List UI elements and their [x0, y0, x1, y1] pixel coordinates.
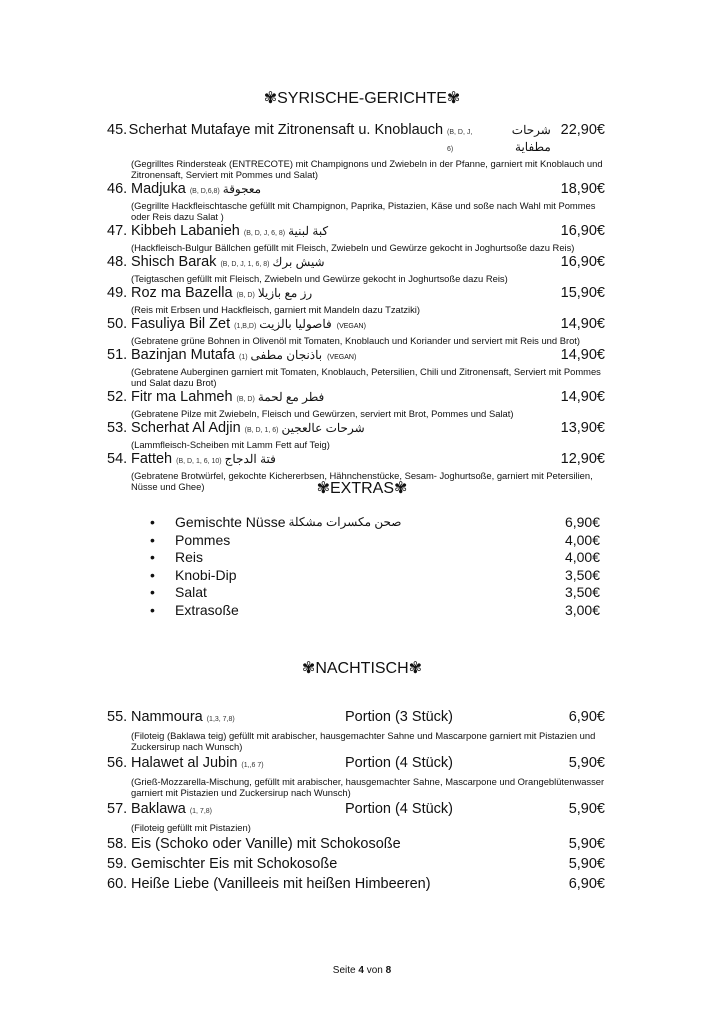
menu-item	[107, 181, 605, 222]
bullet-icon: •	[150, 566, 155, 583]
menu-item	[107, 799, 605, 833]
item-allergens: (B, D, J, 6)	[447, 129, 473, 153]
item-price: 13,90€	[560, 420, 605, 436]
extra-item	[150, 584, 600, 602]
item-number: 47.	[107, 223, 128, 239]
bullet-icon: •	[150, 531, 155, 548]
item-name: Scherhat Al Adjin	[131, 420, 241, 436]
menu-item	[107, 122, 605, 180]
menu-item	[107, 285, 605, 315]
item-allergens: (B, D,6,8)	[189, 188, 220, 195]
extra-item	[150, 514, 600, 532]
extra-price: 3,00€	[564, 601, 600, 618]
item-price: 14,90€	[560, 347, 605, 363]
extras-list	[150, 514, 600, 619]
extra-name: Knobi-Dip	[175, 566, 237, 583]
item-description: (Gegrillte Hackfleischtasche gefüllt mit Champignon, Paprika, Pistazien, Käse und soße nach Wahl mit Pommes oder Reis dazu Salat )	[131, 200, 596, 222]
extra-name: Pommes	[175, 531, 231, 548]
item-name: Shisch Barak	[131, 254, 217, 270]
menu-item	[107, 347, 605, 388]
bullet-icon: •	[150, 514, 155, 530]
item-price: 6,90€	[568, 709, 605, 725]
item-arabic-name: باذنجان مطفى	[250, 348, 323, 362]
item-price: 5,90€	[568, 836, 605, 852]
item-number: 60.	[107, 876, 128, 892]
menu-item	[107, 707, 605, 752]
item-number: 58.	[107, 836, 128, 852]
menu-item	[107, 854, 605, 874]
item-price: 14,90€	[560, 316, 605, 332]
item-allergens: (B, D)	[236, 396, 255, 403]
item-description: (Lammfleisch-Scheiben mit Lamm Fett auf Teig)	[131, 439, 330, 450]
item-name: Fasuliya Bil Zet	[131, 316, 231, 332]
item-arabic-name: فاصوليا بالزيت	[259, 317, 332, 331]
item-arabic-name: شرحات عالعجين	[281, 421, 365, 435]
item-arabic-name: رز مع بازيلا	[257, 286, 313, 300]
extra-name: Extrasoße	[175, 601, 239, 618]
extra-item	[150, 549, 600, 567]
item-allergens: (B, D)	[236, 292, 255, 299]
extra-price: 4,00€	[564, 549, 600, 565]
extra-price: 6,90€	[564, 514, 600, 530]
item-price: 6,90€	[568, 876, 605, 892]
item-number: 50.	[107, 316, 128, 332]
item-number: 56.	[107, 755, 128, 771]
item-number: 48.	[107, 254, 128, 270]
item-description: (Gebratene grüne Bohnen in Olivenöl mit Tomaten, Knoblauch und Koriander und serviert mit Reis und Brot)	[131, 335, 581, 346]
item-arabic-name: شرحات مطفاية	[511, 123, 551, 154]
item-name: Baklawa	[131, 801, 186, 817]
item-price: 14,90€	[560, 389, 605, 405]
item-number: 59.	[107, 856, 128, 872]
item-name: Eis (Schoko oder Vanille) mit Schokosoße	[131, 836, 401, 852]
item-allergens: (B, D, 1, 6, 10)	[176, 458, 222, 465]
item-description: (Hackfleisch-Bulgur Bällchen gefüllt mit Fleisch, Zwiebeln und Gewürze gekocht in Joghurtsoße dazu Reis)	[131, 242, 575, 253]
menu-item	[107, 420, 605, 450]
item-name: Roz ma Bazella	[131, 285, 233, 301]
item-name: Heiße Liebe (Vanilleeis mit heißen Himbeeren)	[131, 876, 431, 892]
menu-item	[107, 389, 605, 419]
menu-item	[107, 834, 605, 854]
item-name: Fatteh	[131, 451, 173, 467]
item-arabic-name: فتة الدجاج	[224, 452, 276, 466]
item-number: 51.	[107, 347, 128, 363]
item-arabic-name: كبة لبنية	[288, 224, 329, 238]
extra-name: Salat	[175, 584, 207, 600]
item-arabic-name: شيش برك	[272, 255, 325, 269]
extra-arabic-name: صحن مكسرات مشكلة	[288, 515, 402, 529]
item-name: Fitr ma Lahmeh	[131, 389, 233, 405]
item-allergens: (1, 7,8)	[189, 808, 212, 815]
item-allergens: (1,,6 7)	[241, 762, 264, 769]
item-portion: Portion (4 Stück)	[345, 755, 453, 771]
item-number: 45.	[107, 122, 128, 138]
extra-item	[150, 567, 600, 585]
extra-item	[150, 532, 600, 550]
item-number: 49.	[107, 285, 128, 301]
syrische-list	[107, 122, 605, 493]
item-allergens: (B, D, J, 6, 8)	[243, 230, 286, 237]
menu-item	[107, 316, 605, 346]
item-number: 55.	[107, 709, 128, 725]
item-price: 16,90€	[560, 254, 605, 270]
vegan-badge: (VEGAN)	[336, 323, 366, 330]
item-name: Halawet al Jubin	[131, 755, 238, 771]
item-description: (Filoteig gefüllt mit Pistazien)	[131, 822, 251, 833]
item-description: (Gebratene Auberginen garniert mit Tomaten, Knoblauch, Petersilien, Chili und Zitronensaft, Serviert mit Pommes und Salat dazu Brot)	[131, 366, 601, 388]
item-portion: Portion (3 Stück)	[345, 709, 453, 725]
extra-name: Reis	[175, 549, 204, 565]
bullet-icon: •	[150, 584, 155, 600]
item-name: Kibbeh Labanieh	[131, 223, 240, 239]
item-price: 12,90€	[560, 451, 605, 467]
menu-item	[107, 254, 605, 284]
section-title-syrische-gerichte: ✾SYRISCHE-GERICHTE✾	[263, 90, 461, 107]
item-price: 15,90€	[560, 285, 605, 301]
item-name: Gemischter Eis mit Schokosoße	[131, 856, 338, 872]
item-description: (Reis mit Erbsen und Hackfleisch, garniert mit Mandeln dazu Tzatziki)	[131, 304, 420, 315]
item-description: (Gebratene Brotwürfel, gekochte Kichererbsen, Hähnchenstücke, Sesam- Joghurtsoße, garniert mit Petersilien, Nüsse und Ghee)	[131, 470, 593, 492]
bullet-icon: •	[150, 601, 155, 618]
bullet-icon: •	[150, 549, 155, 565]
item-price: 22,90€	[560, 122, 605, 138]
item-allergens: (1,3, 7,8)	[206, 716, 235, 723]
item-arabic-name: معجوقة	[222, 182, 262, 196]
item-allergens: (1)	[238, 354, 248, 361]
page-footer: Seite 4 von 8	[332, 965, 392, 976]
item-name: Madjuka	[131, 181, 186, 197]
section-title-nachtisch: ✾NACHTISCH✾	[301, 660, 423, 677]
item-allergens: (B, D, 1, 6)	[244, 427, 279, 434]
item-price: 16,90€	[560, 223, 605, 239]
item-description: (Gebratene Pilze mit Zwiebeln, Fleisch und Gewürzen, serviert mit Brot, Pommes und Salat)	[131, 408, 514, 419]
menu-item	[107, 753, 605, 798]
item-price: 18,90€	[560, 181, 605, 197]
nachtisch-list	[107, 707, 605, 894]
item-price: 5,90€	[568, 755, 605, 771]
item-number: 57.	[107, 801, 128, 817]
item-description: (Teigtaschen gefüllt mit Fleisch, Zwiebeln und Gewürze gekocht in Joghurtsoße dazu Reis)	[131, 273, 508, 284]
extra-name: Gemischte Nüsse	[175, 514, 286, 530]
item-number: 54.	[107, 451, 128, 467]
item-price: 5,90€	[568, 801, 605, 817]
item-description: (Gegrilltes Rindersteak (ENTRECOTE) mit Champignons und Zwiebeln in der Pfanne, garniert mit Knoblauch und Zitronensaft, Serviert mit Pommes und Salat)	[131, 158, 603, 180]
vegan-badge: (VEGAN)	[327, 354, 357, 361]
item-name: Bazinjan Mutafa	[131, 347, 235, 363]
item-portion: Portion (4 Stück)	[345, 801, 453, 817]
item-price: 5,90€	[568, 856, 605, 872]
menu-item	[107, 874, 605, 894]
extra-price: 4,00€	[564, 531, 600, 548]
item-name: Scherhat Mutafaye mit Zitronensaft u. Knoblauch	[128, 122, 444, 138]
item-allergens: (1,B,D)	[234, 323, 257, 330]
menu-item	[107, 223, 605, 253]
extra-price: 3,50€	[564, 566, 600, 583]
item-number: 46.	[107, 181, 128, 197]
section-title-extras: ✾EXTRAS✾	[316, 480, 408, 497]
extra-item	[150, 602, 600, 620]
item-allergens: (B, D, J, 1, 6, 8)	[220, 261, 270, 268]
item-number: 52.	[107, 389, 128, 405]
item-arabic-name: فطر مع لحمة	[257, 390, 325, 404]
item-name: Nammoura	[131, 709, 203, 725]
item-description: (Filoteig (Baklawa teig) gefüllt mit arabischer, hausgemachter Sahne und Mascarpone garniert mit Pistazien und Zuckersirup nach Wunsch)	[131, 730, 596, 752]
item-number: 53.	[107, 420, 128, 436]
item-description: (Grieß-Mozzarella-Mischung, gefüllt mit arabischer, hausgemachter Sahne, Mascarpone und Orangeblütenwasser garniert mit Pistazien und Zuckersirup nach Wunsch)	[131, 776, 605, 798]
extra-price: 3,50€	[564, 584, 600, 600]
